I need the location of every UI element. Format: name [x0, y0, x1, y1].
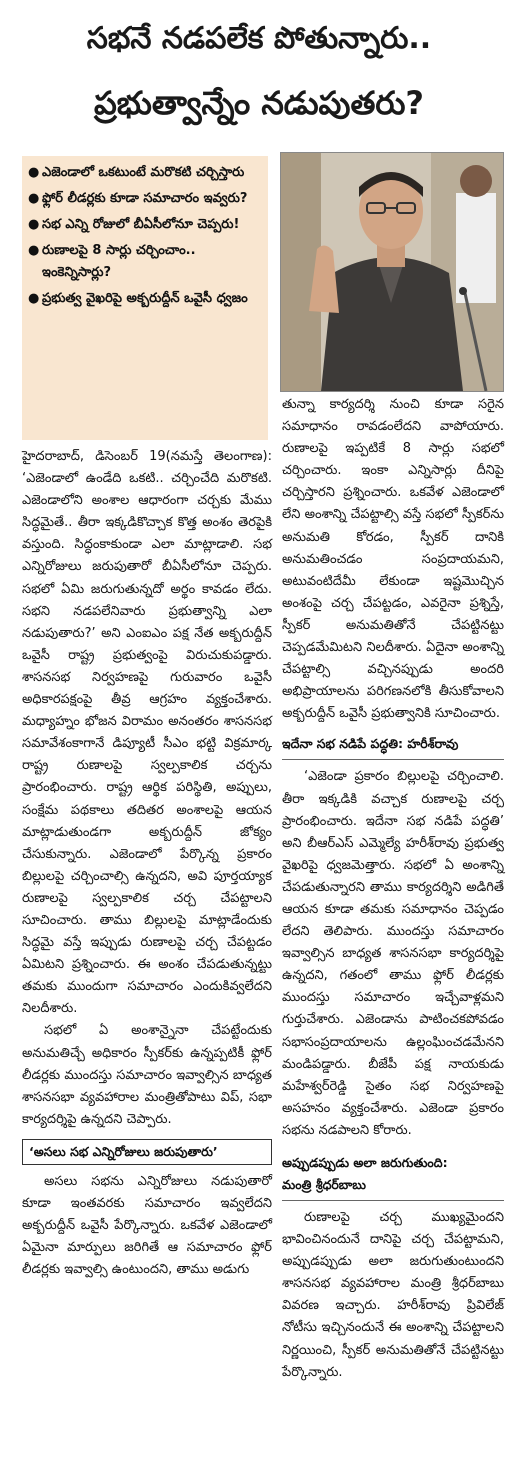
subheading: ఇదేనా సభ నడిపే పద్ధతి: హరీశ్‌రావు	[282, 736, 459, 752]
highlight-item	[28, 288, 260, 310]
article-paragraph: తున్నా కార్యదర్శి నుంచి కూడా సరైన సమాధానం రావడంలేదని వాపోయారు. రుణాలపై ఇప్పటికే 8 సార్లు సభలో చర్చించారు. ఇంకా ఎన్నిసార్లు దీనిపై చర్చిస్తారని ప్రశ్నించారు. ఒకవేళ ఎజెండాలో లేని అంశాన్ని చేపట్టాల్సి వస్తే సభలో స్పీకర్‌ను అనుమతి కోరడం, స్పీకర్ దానికి అనుమతించడం సంప్రదాయమని, అటువంటిదేమీ లేకుండా ఇష్టమొచ్చిన అంశంపై చర్చ చేపట్టడం, ఎవరైనా ప్రశ్నిస్తే, స్పీకర్ అనుమతితోనే చేపట్టినట్టు చెప్పడమేమిటని నిలదీశారు. ఏదైనా అంశాన్ని చేపట్టాల్సి వచ్చినప్పుడు అందరి అభిప్రాయాలను పరిగణనలోకి తీసుకోవాలని అక్బరుద్దీన్ ఒవైసీ ప్రభుత్వానికి సూచించారు.	[282, 397, 504, 722]
highlight-text: రుణాలపై 8 సార్లు చర్చించాం.. ఇంకెన్నిసార్లు?	[42, 243, 196, 280]
bullet-icon: ●	[28, 191, 40, 206]
speaker-photo	[280, 152, 504, 392]
article-column-left	[22, 446, 272, 1281]
article-column-right	[282, 394, 504, 1384]
highlight-item	[28, 240, 260, 284]
highlight-item	[28, 188, 260, 210]
bullet-icon: ●	[28, 217, 40, 232]
highlight-item	[28, 214, 260, 236]
highlight-text: ఫ్లోర్ లీడర్లకు కూడా సమాచారం ఇవ్వరు?	[42, 191, 248, 206]
article-paragraph: సభలో ఏ అంశాన్నైనా చేపట్టేందుకు అనుమతిచ్చే అధికారం స్పీకర్‌కు ఉన్నప్పటికీ ఫ్లోర్ లీడర్లకు ముందస్తు సమాచారం ఇవ్వాల్సిన బాధ్యత శాసనసభా వ్యవహారాల మంత్రితోపాటు విప్, సభా కార్యదర్శిపై ఉన్నదని చెప్పారు.	[22, 1023, 272, 1127]
subheading-line: అప్పుడప్పుడు అలా జరుగుతుంది:	[282, 1155, 448, 1170]
bullet-icon: ●	[28, 165, 40, 180]
bullet-icon: ●	[28, 291, 40, 306]
photo-illustration	[281, 153, 503, 391]
article-paragraph: హైదరాబాద్, డిసెంబర్ 19(నమస్తే తెలంగాణ): ‘ఎజెండాలో ఉండేది ఒకటి.. చర్చించేది మరొకటి. ఎజెండాలోని అంశాల ఆధారంగా చర్చకు మేము సిద్ధమైతే.. తీరా ఇక్కడికొచ్చాక కొత్త అంశం తెరపైకి వస్తుంది. సిద్ధంకాకుండా ఎలా మాట్లాడాలి. సభ ఎన్నిరోజులు జరుపుతారో బీఏసీలోనూ చెప్పరు. సభలో ఏమి జరుగుతున్నదో అర్థం కావడం లేదు. సభని నడపలేనివారు ప్రభుత్వాన్ని ఎలా నడుపుతారు?’ అని ఎంఐఎం పక్ష నేత అక్బరుద్దీన్ ఒవైసీ రాష్ట్ర ప్రభుత్వంపై విరుచుకుపడ్డారు. శాసనసభ నిర్వహణపై గురువారం ఒవైసీ అధికారపక్షంపై తీవ్ర ఆగ్రహం వ్యక్తంచేశారు. మధ్యాహ్నం భోజన విరామం అనంతరం శాసనసభ సమావేశంకాగానే డిప్యూటీ సీఎం భట్టి విక్రమార్క రాష్ట్ర రుణాలపై స్వల్పకాలిక చర్చను ప్రారంభించారు. రాష్ట్ర ఆర్థిక పరిస్థితి, అప్పులు, సంక్షేమ పథకాలు తదితర అంశాలపై ఆయన మాట్లాడుతుండగా అక్బరుద్దీన్ జోక్యం చేసుకున్నారు. ఎజెండాలో పేర్కొన్న ప్రకారం బిల్లులపై చర్చించాల్సి ఉన్నదని, అవి పూర్తయ్యాక రుణాలపై స్వల్పకాలిక చర్చ చేపట్టాలని సూచించారు. తాము బిల్లులపై మాట్లాడేందుకు సిద్ధమై వస్తే ఇప్పుడు రుణాలపై చర్చ చేపట్టడం ఏమిటని ప్రశ్నించారు. ఈ అంశం చేపడుతున్నట్టు తమకు ముందుగా సమాచారం ఎందుకివ్వలేదని నిలదీశారు.	[22, 449, 272, 1017]
divider	[282, 1200, 504, 1201]
highlight-item	[28, 162, 260, 184]
headline-line-1: సభనే నడపలేక పోతున్నారు..	[86, 21, 432, 56]
divider	[282, 759, 504, 760]
bullet-icon: ●	[28, 243, 40, 258]
highlights-box	[22, 156, 268, 440]
highlight-text: సభ ఎన్ని రోజులో బీఏసీలోనూ చెప్పరు!	[42, 217, 240, 232]
subheading: ‘అసలు సభ ఎన్నిరోజులు జరుపుతారు’	[22, 1139, 272, 1165]
headline-line-2: ప్రభుత్వాన్నేం నడుపుతరు?	[94, 84, 424, 122]
subheading	[282, 1152, 504, 1196]
article-paragraph: రుణాలపై చర్చ ముఖ్యమైందని భావించినందునే దానిపై చర్చ చేపట్టామని, అప్పుడప్పుడు అలా జరుగుతుంటుందని శాసనసభ వ్యవహారాల మంత్రి శ్రీధర్‌బాబు వివరణ ఇచ్చారు. హరీశ్‌రావు ప్రివిలేజ్ నోటీసు ఇచ్చినందునే ఈ అంశాన్ని చేపట్టాలని నిర్ణయించి, స్పీకర్ అనుమతితోనే చేపట్టినట్టు పేర్కొన్నారు.	[282, 1210, 504, 1380]
highlight-text: ఎజెండాలో ఒకటుంటే మరొకటి చర్చిస్తారు	[42, 165, 245, 180]
subheading-line: మంత్రి శ్రీధర్‌బాబు	[282, 1177, 366, 1192]
article-paragraph: అసలు సభను ఎన్నిరోజులు నడుపుతారో కూడా ఇంతవరకు సమాచారం ఇవ్వలేదని అక్బరుద్దీన్ ఒవైసీ పేర్కొన్నారు. ఒకవేళ ఎజెండాలో ఏమైనా మార్పులు జరిగితే ఆ సమాచారం ఫ్లోర్ లీడర్లకు ఇవ్వాల్సి ఉంటుందని, తాము అడుగు	[22, 1173, 272, 1278]
highlight-text: ప్రభుత్వ వైఖరిపై అక్బరుద్దీన్ ఒవైసీ ధ్వజం	[42, 291, 248, 306]
article-paragraph: ‘ఎజెండా ప్రకారం బిల్లులపై చర్చించాలి. తీరా ఇక్కడికి వచ్చాక రుణాలపై చర్చ ప్రారంభించారు. ఇదేనా సభ నడిపే పద్ధతి’ అని బీఆర్ఎస్ ఎమ్మెల్యే హరీశ్‌రావు ప్రభుత్వ వైఖరిపై ధ్వజమెత్తారు. సభలో ఏ అంశాన్ని చేపడుతున్నారని తాము కార్యదర్శిని అడిగితే ఆయన కూడా తమకు సమాధానం చెప్పడం లేదని తెలిపారు. ముందస్తు సమాచారం ఇవ్వాల్సిన బాధ్యత శాసనసభా కార్యదర్శిపై ఉన్నదని, గతంలో తాము ఫ్లోర్ లీడర్లకు ముందస్తు సమాచారం ఇచ్చేవాళ్లమని గుర్తుచేశారు. ఎజెండాను పాటించకపోవడం సభాసంప్రదాయాలను ఉల్లంఘించడమేనని మండిపడ్డారు. బీజేపీ పక్ష నాయకుడు మహేశ్వర్‌రెడ్డి సైతం సభ నిర్వహణపై అసహనం వ్యక్తంచేశారు. ఎజెండా ప్రకారం సభను నడపాలని కోరారు.	[282, 769, 504, 1138]
